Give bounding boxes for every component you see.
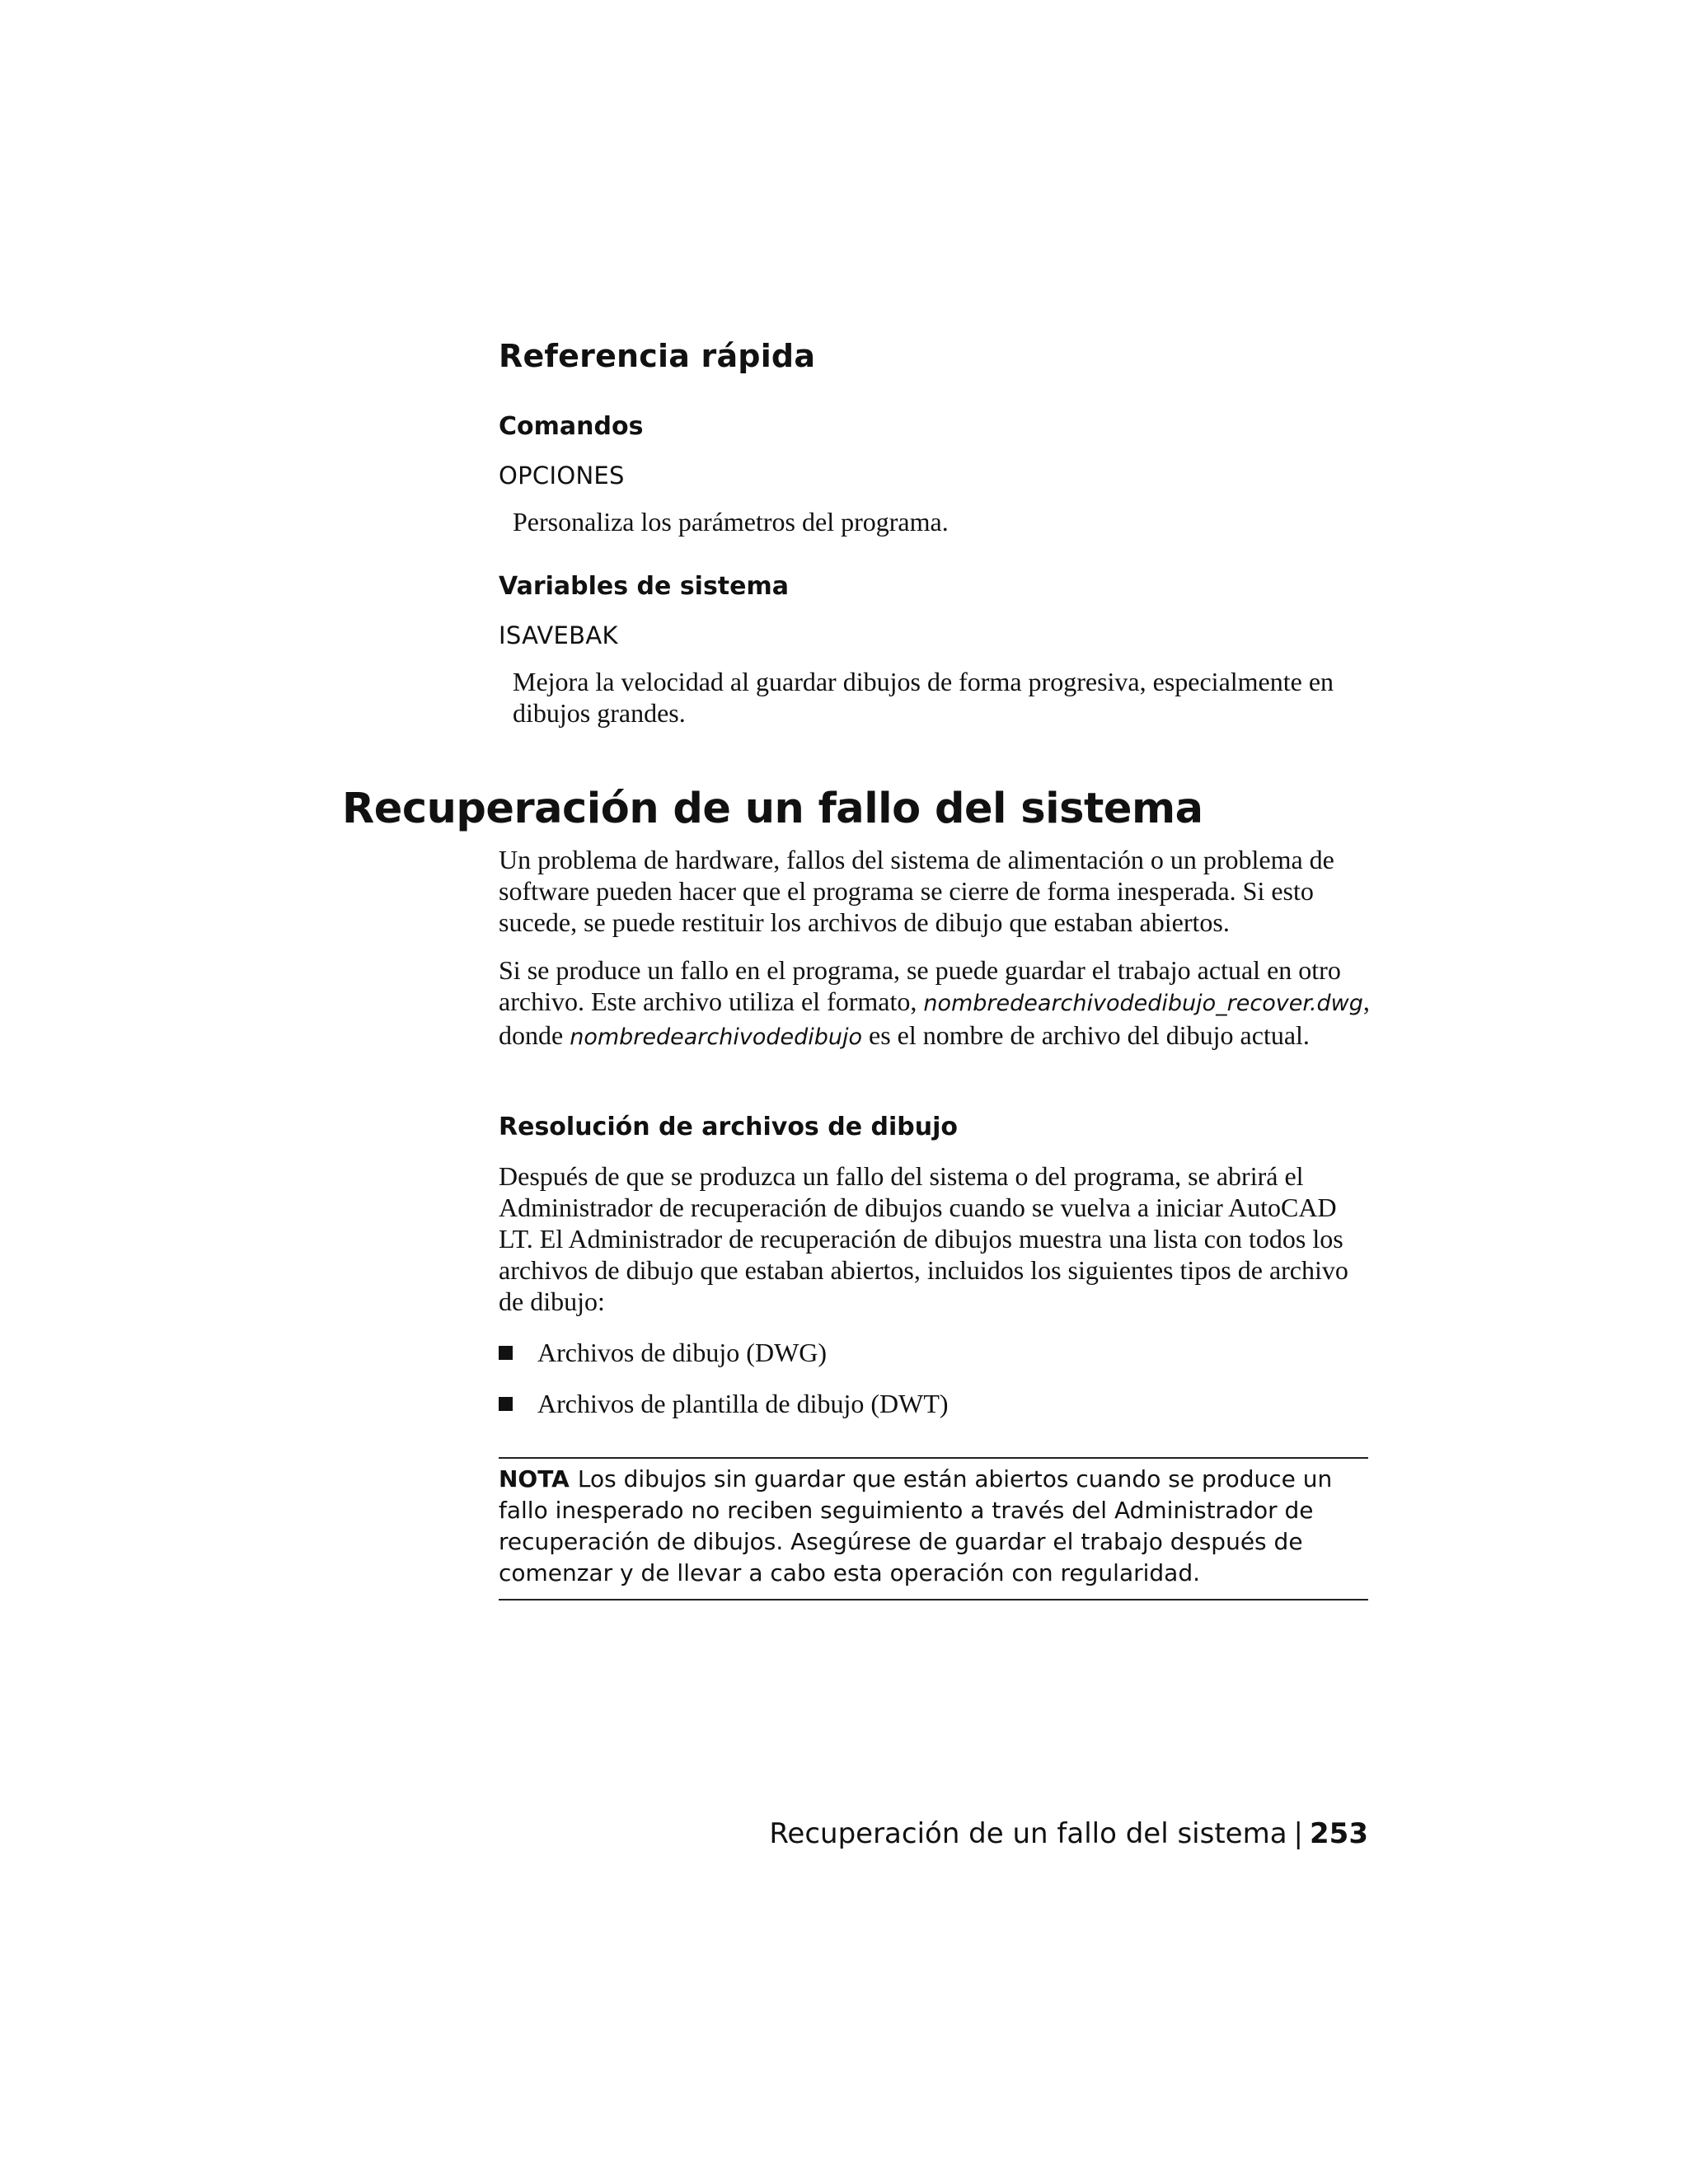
commands-heading: Comandos — [499, 412, 644, 441]
system-variable-name: ISAVEBAK — [499, 621, 618, 649]
note-body: Los dibujos sin guardar que están abiertos cuando se produce un fallo inesperado no reciben seguimiento a través del Administrador de recuperación de dibujos. Asegúrese de guardar el trabajo después de comenzar y de llevar a cabo esta operación con regularidad. — [499, 1465, 1333, 1586]
note-label: NOTA — [499, 1465, 570, 1493]
list-item — [499, 1388, 949, 1419]
drawing-filename-placeholder: nombredearchivodedibujo — [570, 1024, 862, 1050]
recover-file-paragraph — [499, 954, 1376, 1053]
recover-para-text-1: Si se produce un fallo en el programa, se puede guardar el trabajo actual en otro archivo. Este archivo utiliza el formato, — [499, 955, 1341, 1016]
list-item — [499, 1337, 827, 1368]
footer-title: Recuperación de un fallo del sistema — [769, 1817, 1287, 1850]
page-number: 253 — [1310, 1817, 1368, 1850]
command-description: Personaliza los parámetros del programa. — [513, 507, 949, 537]
footer-separator: | — [1293, 1817, 1304, 1850]
system-variables-heading: Variables de sistema — [499, 572, 790, 601]
subsection-heading: Resolución de archivos de dibujo — [499, 1113, 958, 1141]
bullet-square-icon — [499, 1397, 513, 1411]
note-text — [499, 1464, 1368, 1589]
recover-para-text-2: , donde — [499, 987, 1370, 1050]
recovery-manager-paragraph: Después de que se produzca un fallo del sistema o del programa, se abrirá el Administrador de recuperación de dibujos cuando se vuelva a iniciar AutoCAD LT. El Administrador de recuperación de dibujos muestra una lista con todos los archivos de dibujo que estaban abiertos, incluidos los siguientes tipos de archivo de dibujo: — [499, 1161, 1348, 1316]
command-name: OPCIONES — [499, 462, 625, 490]
system-variable-description: Mejora la velocidad al guardar dibujos de forma progresiva, especialmente en dibujos grandes. — [513, 667, 1334, 728]
intro-paragraph: Un problema de hardware, fallos del sistema de alimentación o un problema de software pueden hacer que el programa se cierre de forma inesperada. Si esto sucede, se puede restituir los archivos de dibujo que estaban abiertos. — [499, 845, 1334, 937]
list-item-label: Archivos de plantilla de dibujo (DWT) — [537, 1389, 949, 1418]
bullet-square-icon — [499, 1346, 513, 1360]
page-footer — [769, 1817, 1368, 1850]
quick-reference-heading: Referencia rápida — [499, 338, 816, 374]
note-box — [499, 1457, 1368, 1601]
section-title: Recuperación de un fallo del sistema — [342, 785, 1203, 833]
recover-para-text-3: es el nombre de archivo del dibujo actual. — [869, 1020, 1310, 1050]
list-item-label: Archivos de dibujo (DWG) — [537, 1338, 828, 1367]
recover-filename: nombredearchivodedibujo_recover.dwg — [923, 991, 1363, 1016]
